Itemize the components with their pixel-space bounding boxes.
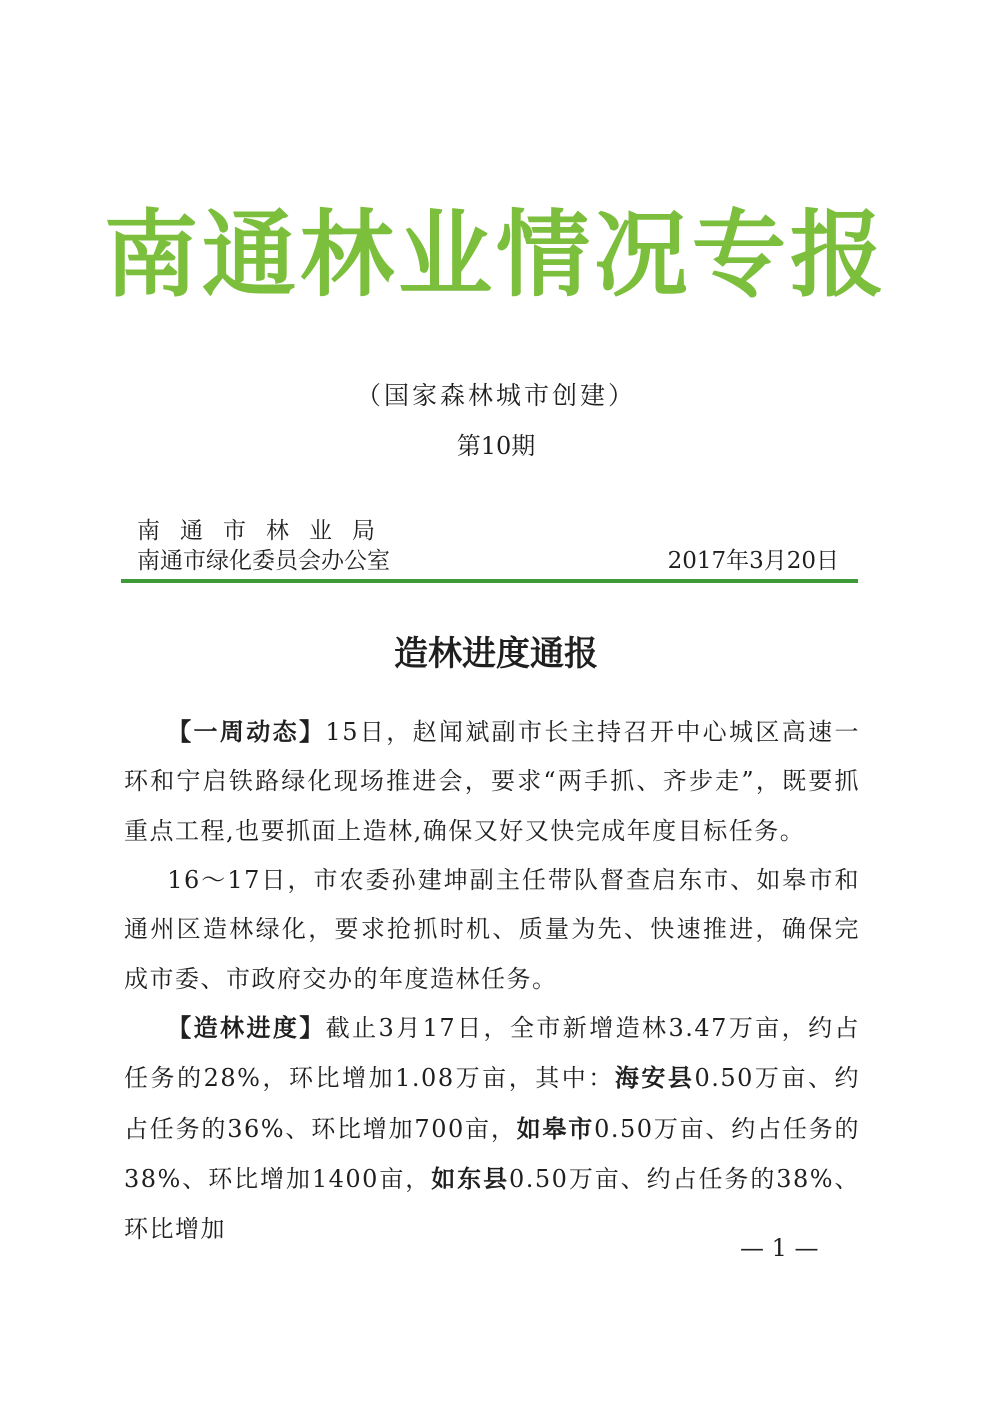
issuer-greening-office: 南通市绿化委员会办公室 bbox=[137, 548, 390, 574]
header-divider bbox=[121, 579, 858, 583]
paragraph-text: 0.50万亩、约占任务的38%、环比增加 bbox=[124, 1165, 861, 1243]
paragraph-text: 16～17日，市农委孙建坤副主任带队督查启东市、如皋市和通州区造林绿化，要求抢抓时机、质量为先、快速推进，确保完成市委、市政府交办的年度造林任务。 bbox=[124, 866, 860, 993]
page-number: — 1 — bbox=[740, 1234, 819, 1262]
paragraph-inspection bbox=[124, 856, 860, 1004]
section-lead-weekly: 【一周动态】 bbox=[167, 718, 326, 746]
masthead-title: 南通林业情况专报 bbox=[103, 201, 888, 310]
paragraph-afforestation-progress bbox=[124, 1004, 860, 1254]
paragraph-text: 截止3月17日，全市新增造林3.47万亩，约占任务的28%，环比增加1.08万亩，其中： bbox=[124, 1014, 860, 1093]
paragraph-text: 0.50万亩、约占任务的38%、环比增加1400亩， bbox=[124, 1114, 861, 1194]
place-rugao: 如皋市 bbox=[516, 1113, 595, 1143]
issuer-forestry-bureau: 南通市林业局 bbox=[137, 518, 395, 544]
paragraph-text: 0.50万亩、约占任务的36%、环比增加700亩， bbox=[124, 1064, 861, 1143]
issue-date: 2017年3月20日 bbox=[667, 548, 839, 574]
paragraph-text: 15日，赵闻斌副市长主持召开中心城区高速一环和宁启铁路绿化现场推进会，要求“两手抓、齐步走”，既要抓重点工程,也要抓面上造林,确保又好又快完成年度目标任务。 bbox=[124, 718, 861, 845]
place-rudong: 如东县 bbox=[431, 1164, 510, 1194]
series-subtitle: （国家森林城市创建） bbox=[355, 381, 636, 410]
issue-number: 第10期 bbox=[456, 432, 536, 460]
paragraph-weekly-news bbox=[124, 708, 860, 856]
section-lead-progress: 【造林进度】 bbox=[167, 1014, 326, 1042]
document-title: 造林进度通报 bbox=[394, 634, 598, 674]
place-haian: 海安县 bbox=[614, 1063, 695, 1093]
